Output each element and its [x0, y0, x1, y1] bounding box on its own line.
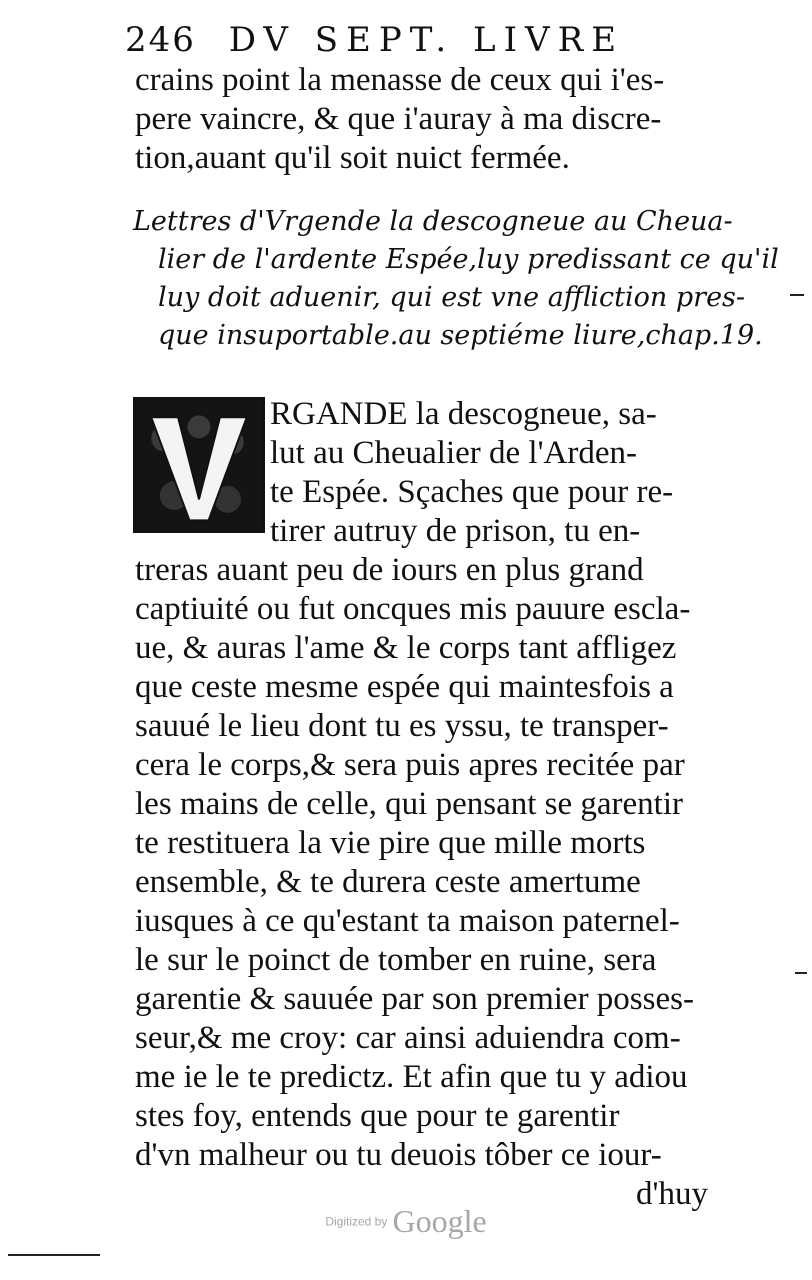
text-line: d'vn malheur ou tu deuois tôber ce iour- — [135, 1137, 662, 1173]
text-line: les mains de celle, qui pensant se garentir — [135, 786, 683, 822]
text-line: treras auant peu de iours en plus grand — [135, 552, 644, 588]
google-wordmark: Google — [392, 1203, 487, 1239]
text-line: ensemble, & te durera ceste amertume — [135, 864, 641, 900]
text-line: te restituera la vie pire que mille morts — [135, 825, 646, 861]
text-line: cera le corps,& sera puis apres recitée par — [135, 747, 685, 783]
running-title: DV SEPT. LIVRE — [228, 20, 625, 60]
text-line: crains point la menasse de ceux qui i'es- — [135, 62, 665, 98]
decorated-initial-art — [136, 400, 262, 530]
text-line: tion,auant qu'il soit nuict fermée. — [135, 140, 570, 176]
running-head — [125, 20, 624, 60]
text-line: le sur le poinct de tomber en ruine, sera — [135, 942, 657, 978]
letter-heading-line: luy doit aduenir, qui est vne affliction pres- — [158, 282, 746, 313]
text-line: tirer autruy de prison, tu en- — [270, 513, 641, 549]
text-line: ue, & auras l'ame & le corps tant affligez — [135, 630, 677, 666]
text-line: me ie le te predictz. Et afin que tu y adiou — [135, 1059, 688, 1095]
margin-mark — [795, 972, 807, 974]
text-line: te Espée. Sçaches que pour re- — [270, 474, 674, 510]
text-line: pere vaincre, & que i'auray à ma discre- — [135, 101, 662, 137]
digitization-watermark — [0, 1203, 812, 1240]
text-line: iusques à ce qu'estant ta maison paternel- — [135, 903, 680, 939]
text-line: garentie & sauuée par son premier posses- — [135, 981, 694, 1017]
letter-heading-line: lier de l'ardente Espée,luy predissant ce qu'il — [158, 244, 779, 275]
decorated-initial — [133, 397, 265, 533]
page-number: 246 — [125, 20, 196, 60]
digitized-by-label: Digitized by — [325, 1214, 388, 1229]
margin-mark — [790, 294, 804, 296]
text-line: que ceste mesme espée qui maintesfois a — [135, 669, 674, 705]
text-line: lut au Cheualier de l'Arden- — [270, 435, 637, 471]
text-line: captiuité ou fut oncques mis pauure escla- — [135, 591, 691, 627]
letter-heading-line: Lettres d'Vrgende la descogneue au Cheua- — [133, 206, 733, 237]
letter-heading-line: que insuportable.au septiéme liure,chap.19. — [158, 320, 763, 351]
text-line: stes foy, entends que pour te garentir — [135, 1098, 620, 1134]
text-line: sauué le lieu dont tu es yssu, te transper- — [135, 708, 669, 744]
text-line: seur,& me croy: car ainsi aduiendra com- — [135, 1020, 681, 1056]
bottom-rule — [8, 1254, 100, 1256]
catchword: d'huy — [636, 1176, 708, 1212]
text-line: RGANDE la descogneue, sa- — [270, 396, 657, 432]
